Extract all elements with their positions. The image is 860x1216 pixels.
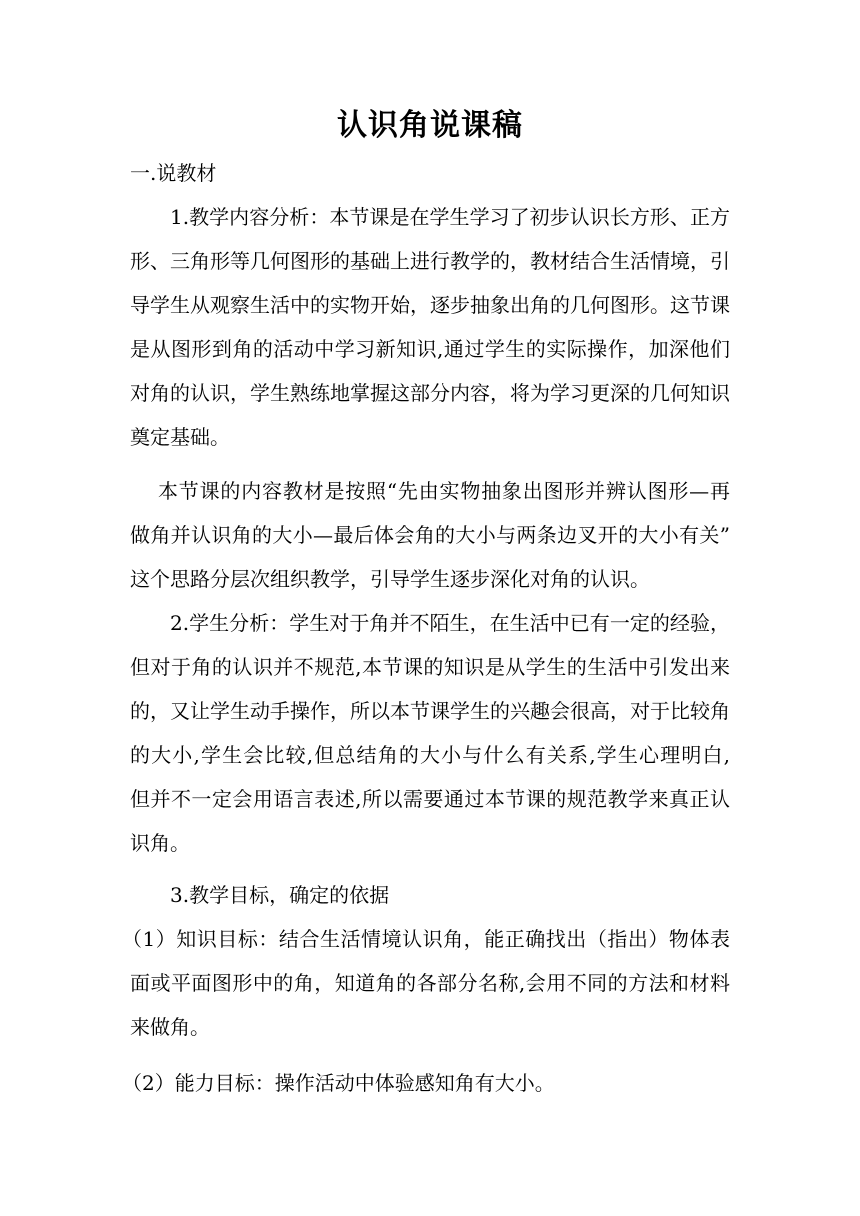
paragraph-line: 1.教学内容分析：本节课是在学生学习了初步认识长方形、正方 bbox=[170, 205, 730, 229]
paragraph-line: 是从图形到角的活动中学习新知识,通过学生的实际操作，加深他们 bbox=[130, 337, 730, 361]
paragraph-line: 2.学生分析：学生对于角并不陌生，在生活中已有一定的经验， bbox=[170, 611, 730, 635]
paragraph-line: 导学生从观察生活中的实物开始，逐步抽象出角的几何图形。这节课 bbox=[130, 293, 730, 317]
paragraph-line: 面或平面图形中的角，知道角的各部分名称,会用不同的方法和材料 bbox=[130, 971, 730, 995]
paragraph-line: （1）知识目标：结合生活情境认识角，能正确找出（指出）物体表 bbox=[122, 927, 730, 951]
paragraph-line: 但对于角的认识并不规范,本节课的知识是从学生的生活中引发出来 bbox=[130, 655, 730, 679]
paragraph-line: 识角。 bbox=[130, 831, 190, 855]
paragraph-line: 形、三角形等几何图形的基础上进行教学的，教材结合生活情境，引 bbox=[130, 249, 730, 273]
paragraph-line: 对角的认识，学生熟练地掌握这部分内容，将为学习更深的几何知识 bbox=[130, 381, 730, 405]
subsection-heading: 3.教学目标，确定的依据 bbox=[170, 883, 390, 907]
paragraph-line: （2）能力目标：操作活动中体验感知角有大小。 bbox=[122, 1071, 555, 1095]
section-heading: 一.说教材 bbox=[130, 161, 217, 185]
paragraph-line: 奠定基础。 bbox=[130, 425, 230, 449]
paragraph-line: 但并不一定会用语言表述,所以需要通过本节课的规范教学来真正认 bbox=[130, 787, 730, 811]
paragraph-line: 这个思路分层次组织教学，引导学生逐步深化对角的认识。 bbox=[130, 567, 650, 591]
paragraph-line: 做角并认识角的大小—最后体会角的大小与两条边叉开的大小有关” bbox=[130, 523, 730, 547]
paragraph-line: 来做角。 bbox=[130, 1015, 210, 1039]
paragraph-line: 的大小,学生会比较,但总结角的大小与什么有关系,学生心理明白, bbox=[130, 743, 730, 767]
paragraph-line: 的，又让学生动手操作，所以本节课学生的兴趣会很高，对于比较角 bbox=[130, 699, 730, 723]
document-title: 认识角说课稿 bbox=[337, 108, 523, 143]
paragraph-line: 本节课的内容教材是按照“先由实物抽象出图形并辨认图形—再 bbox=[158, 479, 730, 503]
